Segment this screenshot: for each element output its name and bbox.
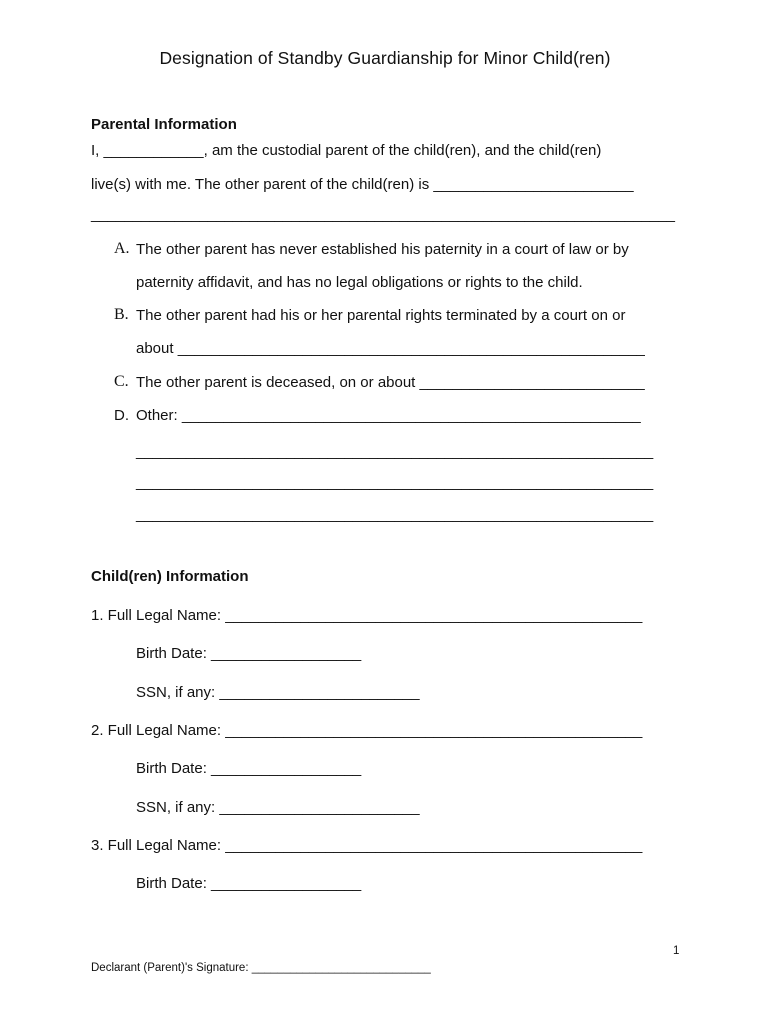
- child-3-birth-date-line: Birth Date: __________________: [136, 875, 362, 892]
- page-number: 1: [673, 945, 680, 957]
- child-3-name-line: 3. Full Legal Name: __________________________________________________: [91, 837, 643, 854]
- option-d-letter: D.: [114, 407, 129, 424]
- option-d-line-1: Other: _______________________________________________________: [136, 407, 641, 424]
- parent-statement-line-2: live(s) with me. The other parent of the child(ren) is ________________________: [91, 176, 634, 193]
- option-d-blank-line-2: ______________________________________________________________: [136, 474, 654, 491]
- option-a-line-2: paternity affidavit, and has no legal obligations or rights to the child.: [136, 274, 583, 291]
- child-2-ssn-line: SSN, if any: ________________________: [136, 799, 420, 816]
- option-d-blank-line-1: ______________________________________________________________: [136, 443, 654, 460]
- child-1-name-line: 1. Full Legal Name: __________________________________________________: [91, 607, 643, 624]
- option-a-line-1: The other parent has never established his paternity in a court of law or by: [136, 241, 629, 258]
- option-b-line-2: about ________________________________________________________: [136, 340, 645, 357]
- child-2-name-line: 2. Full Legal Name: __________________________________________________: [91, 722, 643, 739]
- option-b-letter: B.: [114, 306, 129, 323]
- child-2-birth-date-line: Birth Date: __________________: [136, 760, 362, 777]
- children-info-heading: Child(ren) Information: [91, 568, 249, 585]
- option-a-letter: A.: [114, 240, 130, 257]
- parental-info-heading: Parental Information: [91, 116, 237, 133]
- child-1-birth-date-line: Birth Date: __________________: [136, 645, 362, 662]
- signature-footer-line: Declarant (Parent)'s Signature: ____________________________: [91, 962, 431, 974]
- child-1-ssn-line: SSN, if any: ________________________: [136, 684, 420, 701]
- option-c-letter: C.: [114, 373, 129, 390]
- option-c-line-1: The other parent is deceased, on or about ___________________________: [136, 374, 645, 391]
- parent-statement-line-3: ______________________________________________________________________: [91, 206, 675, 223]
- parent-statement-line-1: I, ____________, am the custodial parent of the child(ren), and the child(ren): [91, 142, 602, 159]
- option-d-blank-line-3: ______________________________________________________________: [136, 506, 654, 523]
- document-title: Designation of Standby Guardianship for Minor Child(ren): [159, 48, 611, 68]
- option-b-line-1: The other parent had his or her parental rights terminated by a court on or: [136, 307, 626, 324]
